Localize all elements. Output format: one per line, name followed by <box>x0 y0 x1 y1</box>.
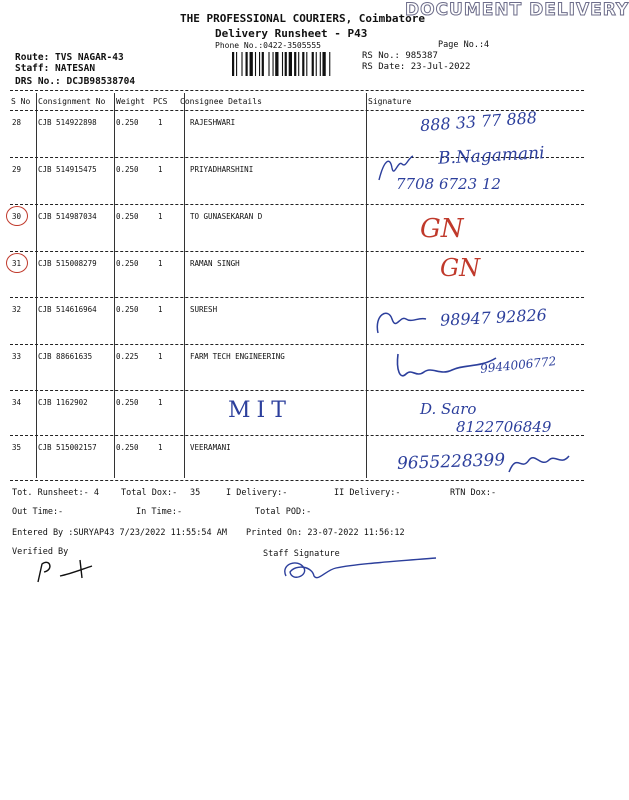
row-pcs: 1 <box>158 259 163 268</box>
verified-by: Verified By <box>12 547 69 557</box>
route-label: Route: TVS NAGAR-43 <box>15 52 124 63</box>
document-delivery-stamp: DOCUMENT DELIVERY <box>405 0 629 20</box>
col-pcs: PCS <box>153 97 168 106</box>
col-weight: Weight <box>116 97 145 106</box>
col-signature: Signature <box>368 97 412 106</box>
row-weight: 0.250 <box>116 305 139 314</box>
ii-delivery: II Delivery:- <box>334 488 401 498</box>
rs-number: RS No.: 985387 <box>362 51 438 61</box>
row-consignment: CJB 1162902 <box>38 398 88 407</box>
row-consignee: FARM TECH ENGINEERING <box>190 352 285 361</box>
header-rule-top <box>10 90 584 91</box>
row-rule <box>10 344 584 345</box>
row-rule <box>10 251 584 252</box>
table-bottom-rule <box>10 480 584 481</box>
row-sno: 32 <box>12 305 22 314</box>
row-sno: 35 <box>12 443 22 452</box>
rtn-dox: RTN Dox:- <box>450 488 497 498</box>
total-runsheet: Tot. Runsheet:- 4 <box>12 488 99 498</box>
row-pcs: 1 <box>158 118 163 127</box>
row-weight: 0.250 <box>116 165 139 174</box>
runsheet-title: Delivery Runsheet - P43 <box>215 27 368 40</box>
row-weight: 0.250 <box>116 259 139 268</box>
row-pcs: 1 <box>158 212 163 221</box>
row-consignment: CJB 515008279 <box>38 259 97 268</box>
row-weight: 0.225 <box>116 352 139 361</box>
col-consignee: Consignee Details <box>180 97 262 106</box>
page-number: Page No.:4 <box>438 40 490 50</box>
handwritten-signature <box>376 150 416 186</box>
row-sno: 33 <box>12 352 22 361</box>
col-consignment: Consignment No <box>38 97 106 106</box>
row-consignee: SURESH <box>190 305 218 314</box>
row-weight: 0.250 <box>116 398 139 407</box>
company-title: THE PROFESSIONAL COURIERS, Coimbatore <box>180 12 426 25</box>
staff-signature <box>276 556 446 586</box>
total-dox-value: 35 <box>190 488 201 498</box>
printed-on: Printed On: 23-07-2022 11:56:12 <box>246 528 405 538</box>
handwritten-name: B.Nagamani <box>437 143 546 169</box>
handwritten-phone: 98947 92826 <box>439 305 548 330</box>
handwritten-signature <box>370 305 430 339</box>
i-delivery: I Delivery:- <box>226 488 288 498</box>
handwritten-signature <box>505 446 573 476</box>
row-consignee: VEERAMANI <box>190 443 231 452</box>
handwritten-phone: 7708 6723 12 <box>396 175 501 193</box>
handwritten-name: D. Saro <box>420 400 477 418</box>
entered-by: Entered By :SURYAP43 7/23/2022 11:55:54 AM <box>12 528 227 538</box>
row-sno: 31 <box>12 259 22 268</box>
barcode <box>232 52 356 76</box>
verifier-signature <box>30 556 110 586</box>
row-sno: 30 <box>12 212 22 221</box>
row-weight: 0.250 <box>116 212 139 221</box>
row-consignment: CJB 88661635 <box>38 352 93 361</box>
staff-signature-label: Staff Signature <box>263 549 340 559</box>
row-consignment: CJB 514922898 <box>38 118 97 127</box>
row-sno: 28 <box>12 118 22 127</box>
row-consignee: PRIYADHARSHINI <box>190 165 254 174</box>
table-row <box>0 204 600 251</box>
handwritten-note: MIT <box>228 398 292 423</box>
handwritten-phone: 9655228399 <box>396 450 506 474</box>
drs-number: DRS No.: DCJB98538704 <box>15 76 136 87</box>
table-row <box>0 251 600 298</box>
row-sno: 34 <box>12 398 22 407</box>
row-pcs: 1 <box>158 305 163 314</box>
row-rule <box>10 204 584 205</box>
row-pcs: 1 <box>158 352 163 361</box>
row-consignment: CJB 515002157 <box>38 443 97 452</box>
total-pod: Total POD:- <box>255 507 312 517</box>
row-consignee: RAMAN SINGH <box>190 259 240 268</box>
out-time: Out Time:- <box>12 507 64 517</box>
phone-number: Phone No.:0422-3505555 <box>215 41 321 50</box>
handwritten-initials: GN <box>440 254 481 282</box>
row-consignee: RAJESHWARI <box>190 118 236 127</box>
total-dox-label: Total Dox:- <box>121 488 178 498</box>
in-time: In Time:- <box>136 507 183 517</box>
handwritten-phone: 9944006772 <box>479 354 557 376</box>
row-consignment: CJB 514915475 <box>38 165 97 174</box>
row-weight: 0.250 <box>116 443 139 452</box>
row-pcs: 1 <box>158 165 163 174</box>
row-pcs: 1 <box>158 443 163 452</box>
handwritten-phone: 8122706849 <box>456 418 552 436</box>
row-weight: 0.250 <box>116 118 139 127</box>
row-pcs: 1 <box>158 398 163 407</box>
handwritten-initials: GN <box>420 214 464 244</box>
row-consignee: TO GUNASEKARAN D <box>190 212 263 221</box>
staff-label: Staff: NATESAN <box>15 63 96 74</box>
row-rule <box>10 390 584 391</box>
row-consignment: CJB 514987034 <box>38 212 97 221</box>
handwritten-phone: 888 33 77 888 <box>419 107 538 136</box>
rs-date: RS Date: 23-Jul-2022 <box>362 62 471 72</box>
col-sno: S No <box>11 97 31 106</box>
row-consignment: CJB 514616964 <box>38 305 97 314</box>
row-rule <box>10 297 584 298</box>
row-sno: 29 <box>12 165 22 174</box>
